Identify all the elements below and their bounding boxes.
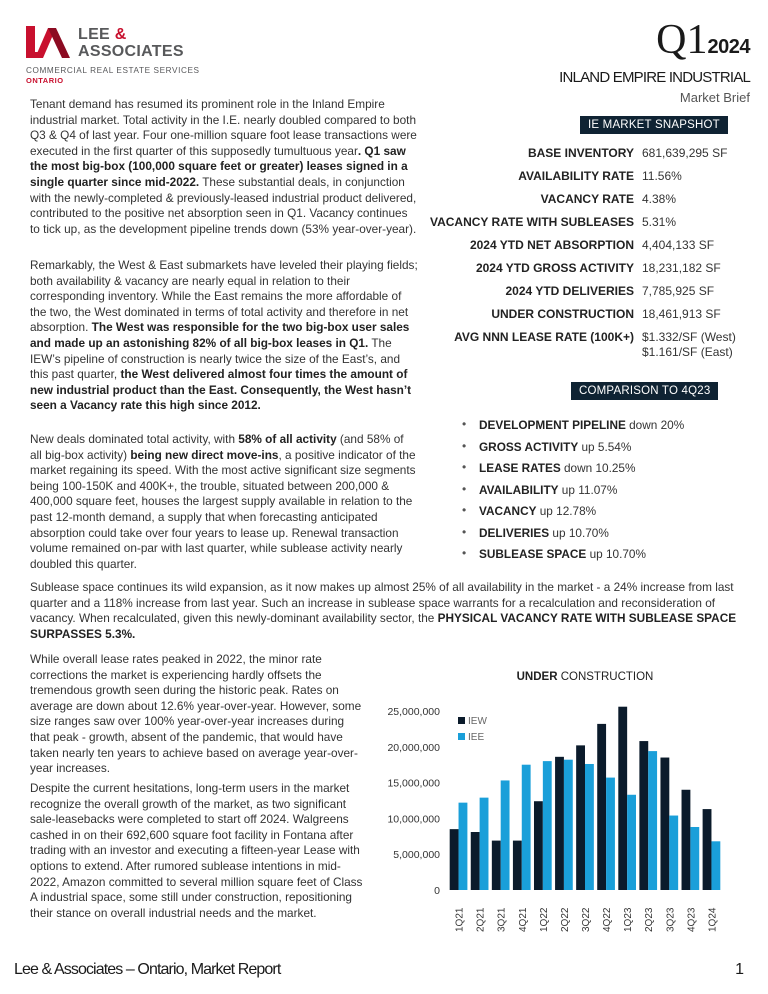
bar-iew-1q22 <box>534 801 543 890</box>
logo-tagline: COMMERCIAL REAL ESTATE SERVICES <box>26 66 200 75</box>
p4-run: PHYSICAL VACANCY RATE WITH SUBLEASE SPACE SURPASSES 5.3%. <box>30 611 737 641</box>
snapshot-value-line: $1.161/SF (East) <box>642 345 733 359</box>
footer-report-name: Lee & Associates – Ontario, Market Report <box>14 961 281 978</box>
x-tick-label: 3Q22 <box>581 907 592 932</box>
snapshot-value-line: 18,231,182 SF <box>642 261 721 275</box>
p3-run: New deals dominated total activity, with <box>30 432 239 446</box>
bar-iew-3q21 <box>492 841 501 890</box>
p1-run: . Q1 saw the most big-box (100,000 square feet or greater) leases signed in a single quarter since mid-2022. <box>30 143 408 189</box>
x-tick-label: 4Q22 <box>602 907 614 932</box>
comparison-heading: COMPARISON TO 4Q23 <box>571 382 718 400</box>
x-tick-label: 3Q23 <box>665 907 677 932</box>
x-tick-label: 1Q22 <box>538 907 550 932</box>
snapshot-label: 2024 YTD NET ABSORPTION <box>469 238 634 252</box>
bar-iee-3q21 <box>501 780 510 890</box>
bar-iew-1q23 <box>618 707 627 890</box>
x-tick-label: 1Q23 <box>623 907 635 932</box>
chart-title: UNDER CONSTRUCTION <box>516 671 654 683</box>
company-logo <box>26 24 226 84</box>
legend-label-iee: IEE <box>468 732 485 743</box>
under-construction-chart <box>370 695 730 943</box>
comparison-item <box>462 483 762 505</box>
market-snapshot-table <box>420 146 760 359</box>
bar-iee-2q21 <box>480 798 489 890</box>
snapshot-label: VACANCY RATE WITH SUBLEASES <box>429 215 634 229</box>
comparison-metric: VACANCY <box>479 504 537 518</box>
bar-iee-1q24 <box>711 841 720 890</box>
p3-run: (and 58% of all big-box activity) <box>30 432 404 462</box>
comparison-change: up 10.70% <box>549 525 609 540</box>
comparison-item <box>462 461 762 483</box>
p2-run: Remarkably, the West & East submarkets have leveled their playing fields; both availability & vacancy are nearly equal in relation to their corresponding inventory. While the East remains the more affordable of the two, the West dominated in terms of total activity and therefore in net absorption. <box>30 258 418 335</box>
x-tick-label: 2Q23 <box>644 907 656 932</box>
snapshot-label: AVAILABILITY RATE <box>518 169 634 183</box>
snapshot-value-line: 18,461,913 SF <box>642 307 721 321</box>
snapshot-label: VACANCY RATE <box>540 192 634 206</box>
comparison-item <box>462 418 762 440</box>
paragraph-submarkets <box>30 258 418 414</box>
legend-label-iew: IEW <box>468 716 487 727</box>
logo-wordmark: LEE & ASSOCIATES <box>78 26 184 60</box>
y-tick-label: 10,000,000 <box>387 813 440 826</box>
bar-iew-2q23 <box>639 741 648 890</box>
comparison-metric: LEASE RATES <box>479 461 561 475</box>
p1-run: Tenant demand has resumed its prominent role in the Inland Empire industrial market. Total activity in the I.E. nearly doubled compared to both Q3 & Q4 of last year. Four one-million square foot lease transactions were executed in the first quarter of this supposedly tumultuous year <box>30 97 417 158</box>
comparison-change: down 20% <box>625 418 685 432</box>
snapshot-value <box>642 192 676 207</box>
bar-iew-2q22 <box>555 757 564 890</box>
report-quarter: Q12024 <box>656 17 750 63</box>
x-tick-label: 2Q21 <box>475 907 487 932</box>
bar-iew-3q22 <box>576 745 585 890</box>
paragraph-sublease <box>30 580 742 642</box>
paragraph-long-term-users <box>30 781 364 921</box>
snapshot-row <box>420 330 760 359</box>
paragraph-lease-rates <box>30 652 364 777</box>
snapshot-label: AVG NNN LEASE RATE (100K+) <box>454 330 634 344</box>
comparison-item <box>462 440 762 462</box>
x-tick-label: 4Q23 <box>686 907 698 932</box>
x-tick-label: 2Q22 <box>559 907 571 932</box>
y-tick-label: 25,000,000 <box>387 706 440 718</box>
snapshot-value-line: 11.56% <box>642 169 682 183</box>
snapshot-value <box>642 146 727 161</box>
y-tick-label: 20,000,000 <box>387 741 440 754</box>
p3-run: 58% of all activity <box>238 432 337 446</box>
paragraph-new-deals <box>30 432 418 572</box>
p5-run: While overall lease rates peaked in 2022, the minor rate corrections the market is experiencing hardly offsets the tremendous growth seen during the historic peak. Rates on average are down about 12.6% year-over-year. However, some size ranges saw over 100% year-over-year increases during that peak - growth, absent of the pandemic, that would have taken nearly ten years to achieve based on average year-over-year increases. <box>30 652 362 776</box>
comparison-change: up 11.07% <box>558 482 618 497</box>
snapshot-value-line: 4,404,133 SF <box>642 238 715 252</box>
bar-iew-4q21 <box>513 841 522 890</box>
x-tick-label: 4Q21 <box>517 907 529 932</box>
snapshot-row <box>420 169 760 192</box>
p2-run: The West was responsible for the two big-box user sales and made up an astonishing 82% of all big-box leases in Q1. <box>30 320 410 350</box>
logo-region: ONTARIO <box>26 76 64 85</box>
snapshot-heading: IE MARKET SNAPSHOT <box>580 116 728 134</box>
snapshot-row <box>420 284 760 307</box>
report-type: Market Brief <box>679 90 750 105</box>
legend-swatch-iew <box>458 717 465 724</box>
snapshot-label: 2024 YTD DELIVERIES <box>505 284 634 298</box>
comparison-metric: DELIVERIES <box>479 525 550 540</box>
bar-iee-3q22 <box>585 764 594 890</box>
bar-iee-4q23 <box>690 827 699 890</box>
bar-iee-1q21 <box>459 803 468 890</box>
report-market: INLAND EMPIRE INDUSTRIAL <box>559 69 750 86</box>
comparison-item <box>462 526 762 548</box>
snapshot-value <box>642 284 714 299</box>
snapshot-value <box>642 215 676 230</box>
y-tick-label: 0 <box>434 885 440 897</box>
snapshot-value <box>642 307 721 322</box>
comparison-list <box>462 418 762 569</box>
snapshot-label: BASE INVENTORY <box>527 146 634 160</box>
comparison-change: down 10.25% <box>560 461 636 475</box>
snapshot-row <box>420 238 760 261</box>
snapshot-row <box>420 192 760 215</box>
snapshot-value <box>642 169 682 184</box>
y-tick-label: 5,000,000 <box>393 849 440 862</box>
bar-iew-4q23 <box>682 790 691 890</box>
p6-run: Despite the current hesitations, long-term users in the market recognize the overall growth of the market, as two significant sale-leasebacks were completed to start off 2024. Walgreens cashed in on their 692,600 square foot facility in Fontana after trading with an investor and executing a fifteen-year Lease with options to extend. After rumored sublease intentions in mid-2022, Amazon committed to several million square feet of Class A industrial space, some still under construction, repositioning their stance on overall industrial needs and the market. <box>30 781 363 920</box>
comparison-change: up 10.70% <box>586 547 646 561</box>
snapshot-value-line: 4.38% <box>642 192 677 206</box>
report-year: 2024 <box>707 36 750 58</box>
p3-run: , a positive indicator of the market regaining its speed. With the most active significant size segments being 100-150K and 400K+, the trouble, situated between 200,000 & 400,000 square feet, houses the largest supply available in relation to the past 12-month demand, a supply that when forecasting anticipated absorption could take over four years to lease up. Renewal transaction volume remained on-par with last quarter, while sublease activity nearly doubled this quarter. <box>30 447 416 571</box>
comparison-metric: DEVELOPMENT PIPELINE <box>479 418 626 432</box>
x-tick-label: 1Q24 <box>707 907 719 932</box>
comparison-metric: GROSS ACTIVITY <box>479 439 579 454</box>
p4-run: Sublease space continues its wild expansion, as it now makes up almost 25% of all availability in the market - a 24% increase from last quarter and a 118% increase from last year. Such an increase in sublease space warrants for a recalculation and reconsideration of vacancy. When recalculated, given this newly-dominant availability sector, the <box>30 580 734 626</box>
p1-run: These substantial deals, in conjunction with the newly-completed & previously-leased industrial product delivered, contributed to the positive net absorption seen in Q1. Vacancy continues to tick up, as the development pipeline trends down (53% year-over-year). <box>30 174 417 236</box>
comparison-metric: SUBLEASE SPACE <box>479 547 587 561</box>
snapshot-row <box>420 261 760 284</box>
snapshot-row <box>420 215 760 238</box>
bar-iee-2q23 <box>648 751 657 890</box>
bar-iee-4q21 <box>522 765 531 890</box>
paragraph-tenant-demand <box>30 97 418 237</box>
p3-run: being new direct move-ins <box>130 447 279 462</box>
bar-iee-2q22 <box>564 760 573 890</box>
bar-iew-4q22 <box>597 724 606 890</box>
snapshot-row <box>420 146 760 169</box>
snapshot-value-line: 7,785,925 SF <box>642 284 715 298</box>
comparison-item <box>462 504 762 526</box>
p2-run: The IEW’s pipeline of construction is nearly twice the size of the East’s, and this past quarter, <box>30 335 401 382</box>
snapshot-value-line: $1.332/SF (West) <box>642 330 736 344</box>
bar-iee-3q23 <box>669 816 678 890</box>
page-number: 1 <box>735 961 744 978</box>
report-title-block <box>559 17 750 105</box>
snapshot-value <box>642 330 736 360</box>
p2-run: the West delivered almost four times the amount of new industrial product than the East. Consequently, the West hasn’t seen a Vacancy rate this high since 2012. <box>30 367 412 413</box>
bar-iew-1q24 <box>703 809 712 890</box>
comparison-change: up 5.54% <box>578 439 632 454</box>
snapshot-label: 2024 YTD GROSS ACTIVITY <box>475 261 634 275</box>
comparison-change: up 12.78% <box>536 504 597 518</box>
bar-iee-4q22 <box>606 778 615 890</box>
bar-iew-3q23 <box>660 758 669 890</box>
bar-iew-2q21 <box>471 832 480 890</box>
bar-iee-1q22 <box>543 761 552 890</box>
snapshot-value-line: 5.31% <box>642 215 677 229</box>
x-tick-label: 3Q21 <box>496 907 508 932</box>
snapshot-row <box>420 307 760 330</box>
comparison-metric: AVAILABILITY <box>479 482 559 497</box>
legend-swatch-iee <box>458 733 465 740</box>
snapshot-value <box>642 238 714 253</box>
snapshot-value-line: 681,639,295 SF <box>642 146 728 160</box>
snapshot-value <box>642 261 721 276</box>
bar-iee-1q23 <box>627 795 636 890</box>
y-tick-label: 15,000,000 <box>387 777 440 790</box>
snapshot-label: UNDER CONSTRUCTION <box>491 307 634 321</box>
x-tick-label: 1Q21 <box>454 907 466 932</box>
lee-associates-logo-mark <box>26 24 70 60</box>
bar-iew-1q21 <box>450 829 459 890</box>
comparison-item <box>462 547 762 569</box>
